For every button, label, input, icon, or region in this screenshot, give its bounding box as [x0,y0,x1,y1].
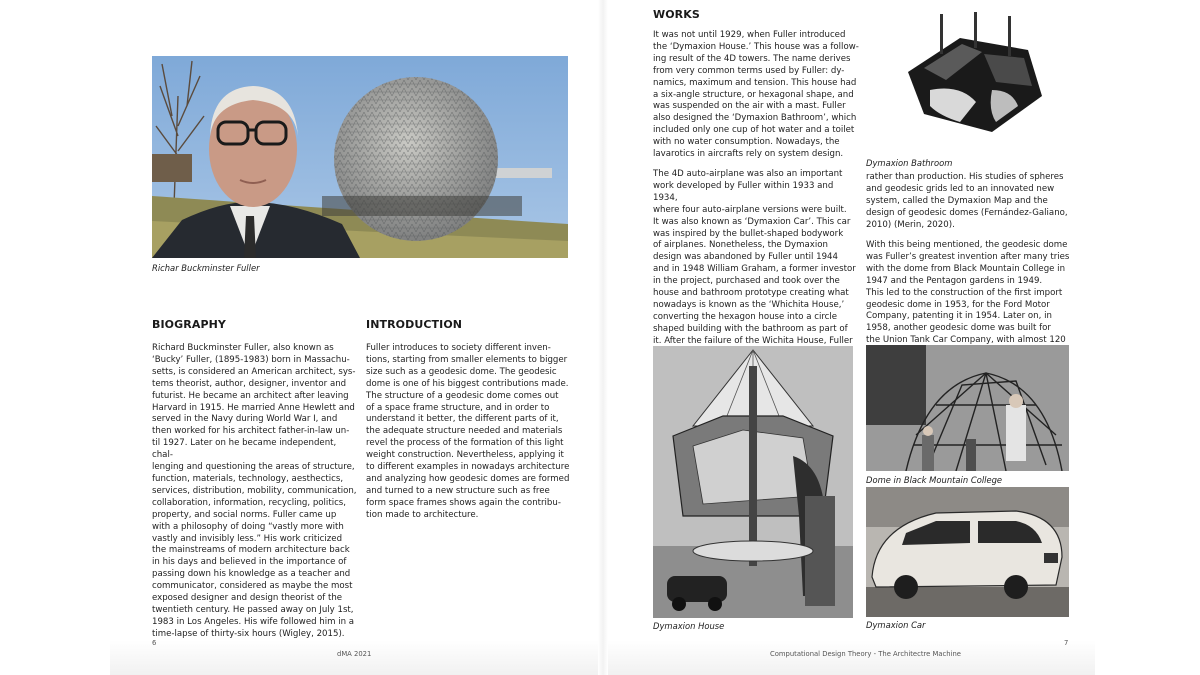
fuller-portrait-photo [152,56,568,258]
black-mountain-dome-image [866,345,1069,471]
footer-right: Computational Design Theory - The Architectre Machine [770,650,961,658]
biography-heading: BIOGRAPHY [152,318,226,331]
house-caption: Dymaxion House [653,621,725,631]
car-caption: Dymaxion Car [866,620,926,630]
bathroom-caption: Dymaxion Bathroom [866,158,953,168]
page-number-right: 7 [1064,639,1069,647]
works-heading: WORKS [653,8,700,21]
page-number-left: 6 [152,639,157,647]
dymaxion-car-image [866,487,1069,617]
dome-caption: Dome in Black Mountain College [866,475,1003,485]
introduction-text: Fuller introduces to society different inven- tions, starting from smaller elements to bigger size such as a geodesic dome. The geodesic dome is one of his biggest contributions made. The structure of a geodesic dome comes out of a space frame structure, and in order to understand it better, the different parts of it, the adequate structure needed and materials revel the process of the formation of this light weight construction. Nevertheless, applying it to different examples in nowadays architecture and analyzing how geodesic domes are formed and turned to a new structure such as free form space frames shows again the contribu- tion made to architecture. [366,343,570,520]
works-text-3: rather than production. His studies of spheres and geodesic grids led to an innovated new system, called the Dymaxion Map and the design of geodesic domes (Fernández-Galiano, 2010) (Merin, 2020). [866,172,1068,230]
page-gutter [598,0,608,675]
biography-text: Richard Buckminster Fuller, also known as ‘Bucky’ Fuller, (1895-1983) born in Massachu- setts, is considered an American architect, sys- tems theorist, author, designer, inventor and futurist. He became an architect after leaving Harvard in 1915. He married Anne Hewlett and served in the Navy during World War I, and then worked for his architect father-in-law un- til 1927. Later on he became independent, chal- lenging and questioning the areas of structure, function, materials, technology, aesthectics, services, distribution, mobility, communication, collaboration, information, recycling, politics, property, and social norms. Fuller came up with a philosophy of doing “vastly more with vastly and invisibly less.” His work criticized the mainstreams of modern architecture back in his days and believed in the importance of passing down his knowledge as a teacher and communicator, considered as maybe the most exposed designer and design theorist of the twentieth century. He passed away on July 1st, 1983 in Los Angeles. His wife followed him in a time-lapse of thirty-six hours (Wigley, 2015). [152,343,357,639]
works-text-4: With this being mentioned, the geodesic dome was Fuller’s greatest invention after many tries with the dome from Black Mountain College in 1947 and the Pentagon gardens in 1949. This led to the construction of the first import geodesic dome in 1953, for the Ford Motor Company, patenting it in 1954. Later on, in 1958, another geodesic dome was built for the Union Tank Car Company, with almost 120 [866,240,1070,346]
footer-left: dMA 2021 [337,650,372,658]
works-text-1: It was not until 1929, when Fuller introduced the ‘Dymaxion House.’ This house was a follow- ing result of the 4D towers. The name derives from very common terms used by Fuller: dy- namics, maximum and tension. This house had a six-angle structure, or hexagonal shape, and was suspended on the air with a mast. Fuller also designed the ‘Dymaxion Bathroom’, which included only one cup of hot water and a toilet with no water consumption. Nowadays, the lavarotics in aircrafts rely on system design. [653,30,859,160]
dymaxion-bathroom-image [900,10,1050,150]
fuller-photo-caption: Richar Buckminster Fuller [152,263,260,273]
introduction-heading: INTRODUCTION [366,318,463,331]
works-text-2: The 4D auto-airplane was also an important work developed by Fuller within 1933 and 1934, where four auto-airplane versions were built. It was also known as ‘Dymaxion Car’. This car was inspired by the bullet-shaped bodywork of airplanes. Nonetheless, the Dymaxion design was abandoned by Fuller until 1944 and in 1948 William Graham, a former investor in the project, purchased and took over the house and bathroom prototype creating what nowadays is known as the ‘Whichita House,’ converting the hexagon house into a circle shaped building with the bathroom as part of it. After the failure of the Wichita House, Fuller [653,169,856,346]
dymaxion-house-image [653,346,853,618]
